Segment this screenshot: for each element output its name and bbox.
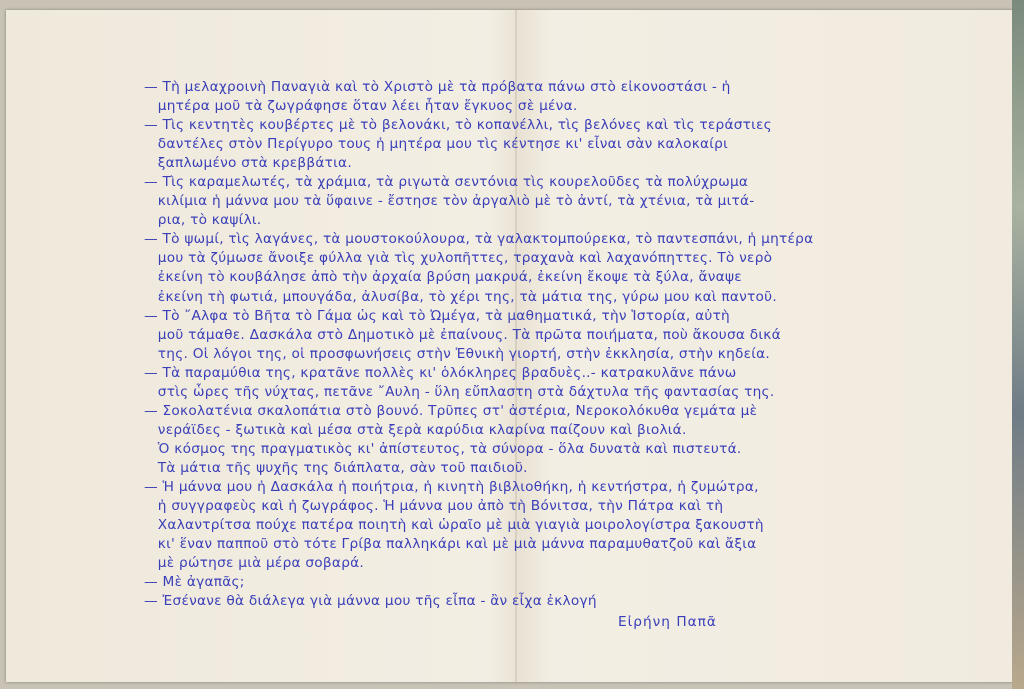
text-line: ἐκείνη τὸ κουβάλησε ἀπὸ τὴν ἀρχαία βρύση μακρυά, ἐκείνη ἔκοψε τὰ ξύλα, ἄναψε	[144, 269, 742, 286]
text-line: μοῦ τάμαθε. Δασκάλα στὸ Δημοτικὸ μὲ ἐπαίνους. Τὰ πρῶτα ποιήματα, ποὺ ἄκουσα δικά	[144, 326, 781, 343]
paragraph-7	[144, 402, 864, 478]
paragraph-5	[144, 307, 864, 364]
paragraph-3	[144, 173, 864, 230]
paragraph-6	[144, 364, 864, 402]
text-line: Χαλαντρίτσα πούχε πατέρα ποιητὴ καὶ ὡραῖο μὲ μιὰ γιαγιὰ μοιρολογίστρα ξακουστὴ	[144, 517, 764, 534]
paragraph-2	[144, 116, 864, 173]
text-line: μητέρα μοῦ τὰ ζωγράφησε ὅταν λέει ἦταν ἔγκυος σὲ μένα.	[144, 98, 578, 115]
paragraph-4	[144, 230, 864, 306]
text-line: — Τὸ ῎Αλφα τὸ Βῆτα τὸ Γάμα ὡς καὶ τὸ Ὠμέγα, τὰ μαθηματικά, τὴν Ἱστορία, αὐτὴ	[144, 307, 730, 324]
text-line: — Τὴ μελαχροινὴ Παναγιὰ καὶ τὸ Χριστὸ μὲ τὰ πρόβατα πάνω στὸ εἰκονοστάσι - ἡ	[144, 79, 731, 95]
text-line: — Ἐσένανε θὰ διάλεγα γιὰ μάννα μου τῆς εἶπα - ἂν εἶχα ἐκλογή	[144, 593, 597, 610]
text-line: δαντέλες στὸν Περίγυρο τους ἡ μητέρα μου τὶς κέντησε κι' εἶναι σὰν καλοκαίρι	[144, 136, 728, 153]
text-line: Τὰ μάτια τῆς ψυχῆς της διάπλατα, σὰν τοῦ παιδιοῦ.	[144, 459, 528, 476]
paragraph-8	[144, 478, 864, 573]
text-line: — Τὶς κεντητὲς κουβέρτες μὲ τὸ βελονάκι, τὸ κοπανέλλι, τὶς βελόνες καὶ τὶς τεράστιες	[144, 117, 772, 134]
text-line: ἐκείνη τὴ φωτιά, μπουγάδα, ἀλυσίβα, τὸ χέρι της, τὰ μάτια της, γύρω μου καὶ παντοῦ.	[144, 288, 777, 305]
text-line: — Σοκολατένια σκαλοπάτια στὸ βουνό. Τρῦπες στ' ἀστέρια, Νεροκολόκυθα γεμάτα μὲ	[144, 402, 758, 419]
text-line: — Τὶς καραμελωτές, τὰ χράμια, τὰ ριγωτὰ σεντόνια τὶς κουρελοῦδες τὰ πολύχρωμα	[144, 174, 749, 191]
poem-text	[144, 78, 864, 611]
text-line: ξαπλωμένο στὰ κρεββάτια.	[144, 155, 352, 172]
text-line: — Τὰ παραμύθια της, κρατᾶνε πολλὲς κι' ὁλόκληρες βραδυὲς..- κατρακυλᾶνε πάνω	[144, 364, 737, 381]
text-line: ἡ συγγραφεὺς καὶ ἡ ζωγράφος. Ἡ μάννα μου ἀπὸ τὴ Βόνιτσα, τὴν Πάτρα καὶ τὴ	[144, 498, 724, 515]
text-line: ρια, τὸ καψίλι.	[144, 212, 262, 229]
text-line: — Μὲ ἀγαπᾶς;	[144, 574, 245, 591]
text-line: της. Οἱ λόγοι της, οἱ προσφωνήσεις στὴν Ἐθνικὴ γιορτή, στὴν ἐκκλησία, στὴν κηδεία.	[144, 345, 771, 362]
text-line: — Τὸ ψωμί, τὶς λαγάνες, τὰ μουστοκούλουρα, τὰ γαλακτομπούρεκα, τὸ παντεσπάνι, ἡ μητέρα	[144, 231, 814, 248]
text-line: κι' ἕναν παπποῦ στὸ τότε Γρίβα παλληκάρι καὶ μὲ μιὰ μάννα παραμυθατζοῦ καὶ ἄξια	[144, 536, 757, 553]
text-line: μου τὰ ζύμωσε ἄνοιξε φύλλα γιὰ τὶς χυλοπῆττες, τραχανὰ καὶ λαχανόπηττες. Τὸ νερὸ	[144, 250, 773, 267]
text-line: κιλίμια ἡ μάννα μου τὰ ὕφαινε - ἔστησε τὸν ἀργαλιὸ μὲ τὸ ἀντί, τὰ χτένια, τὰ μιτά-	[144, 193, 755, 210]
page-edge	[1012, 0, 1024, 689]
text-line: Ὁ κόσμος της πραγματικὸς κι' ἀπίστευτος, τὰ σύνορα - ὅλα δυνατὰ καὶ πιστευτά.	[144, 440, 742, 457]
paragraph-1	[144, 78, 864, 116]
text-line: στὶς ὧρες τῆς νύχτας, πετᾶνε ῎Αυλη - ὕλη εὔπλαστη στὰ δάχτυλα τῆς φαντασίας της.	[144, 383, 775, 400]
text-line: μὲ ρώτησε μιὰ μέρα σοβαρά.	[144, 555, 365, 572]
author-signature: Εἰρήνη Παπᾶ	[618, 614, 717, 630]
paragraph-9	[144, 573, 864, 592]
text-line: — Ἡ μάννα μου ἡ Δασκάλα ἡ ποιήτρια, ἡ κινητὴ βιβλιοθήκη, ἡ κεντήστρα, ἡ ζυμώτρα,	[144, 478, 759, 495]
paragraph-10	[144, 592, 864, 611]
text-line: νεράϊδες - ξωτικὰ καὶ μέσα στὰ ξερὰ καρύδια κλαρίνα παίζουν καὶ βιολιά.	[144, 421, 687, 438]
